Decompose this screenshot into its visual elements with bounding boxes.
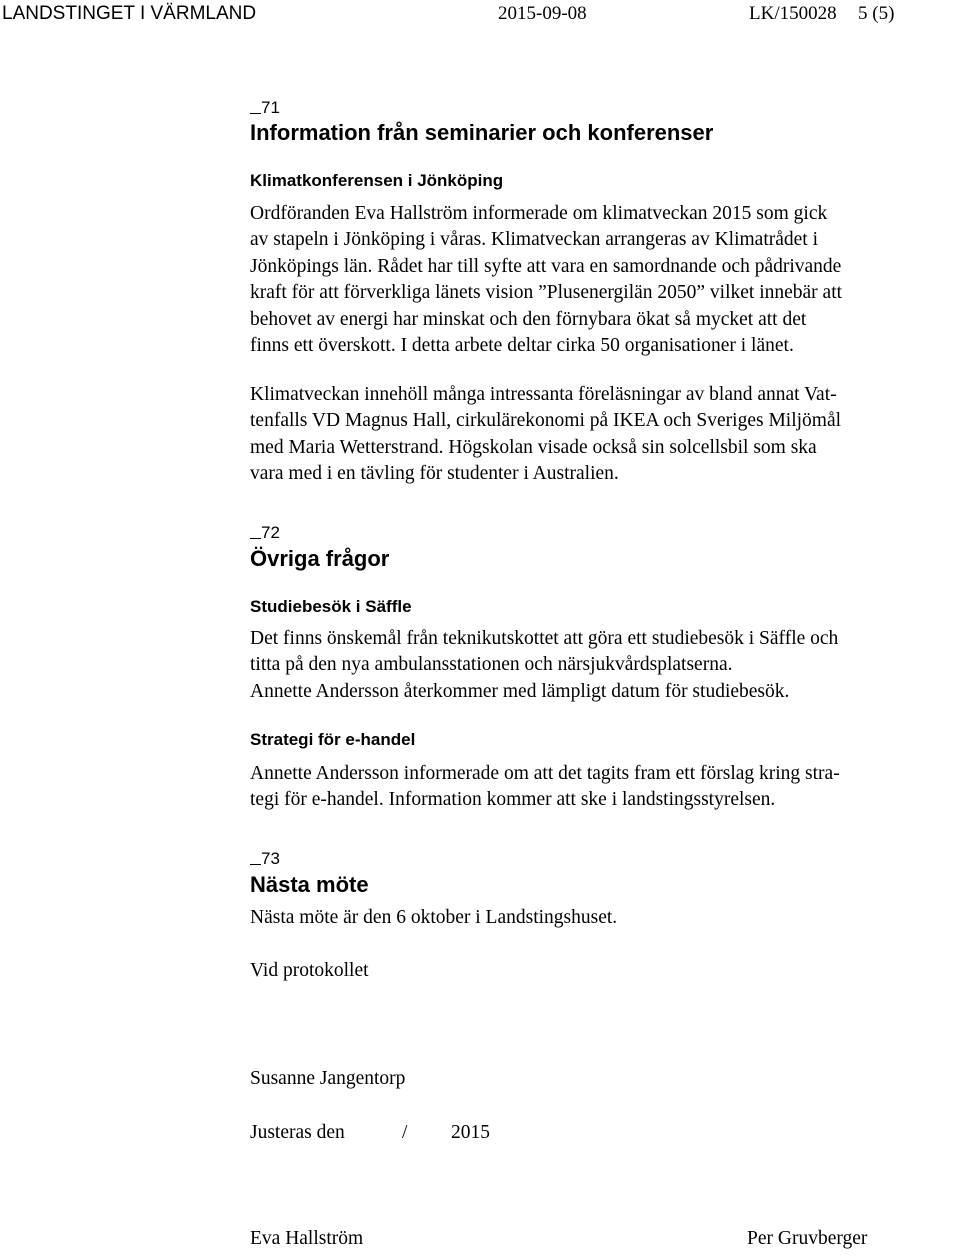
text-line: behovet av energi har minskat och den förnybara ökat så mycket att det: [250, 308, 807, 330]
text-line: Annette Andersson återkommer med lämpligt datum för studiebesök.: [250, 680, 790, 702]
adjusted-separator: /: [402, 1122, 408, 1143]
text-line: tegi för e-handel. Information kommer att ske i landstingsstyrelsen.: [250, 789, 776, 811]
secretary-name: Susanne Jangentorp: [250, 1068, 406, 1089]
adjusted-label: Justeras den: [250, 1122, 345, 1143]
signer-left: Eva Hallström: [250, 1228, 364, 1249]
text-line: vara med i en tävling för studenter i Australien.: [250, 463, 619, 485]
paragraph-klimatveckan-2: [250, 382, 841, 488]
section-title-73: Nästa möte: [250, 872, 369, 897]
header-date: 2015-09-08: [498, 3, 587, 24]
section-title-72: Övriga frågor: [250, 546, 390, 571]
text-line: Annette Andersson informerade om att det tagits fram ett förslag kring stra-: [250, 763, 840, 784]
text-line: av stapeln i Jönköping i våras. Klimatveckan arrangeras av Klimatrådet i: [250, 229, 819, 251]
section-number-71: 71: [261, 98, 280, 117]
text-line: tenfalls VD Magnus Hall, cirkulärekonomi på IKEA och Sveriges Miljömål: [250, 410, 842, 432]
text-line: Ordföranden Eva Hallström informerade om klimatveckan 2015 som gick: [250, 203, 828, 224]
section-title-71: Information från seminarier och konferenser: [250, 120, 714, 145]
next-meeting-text: Nästa möte är den 6 oktober i Landstingshuset.: [250, 907, 618, 928]
section-number-72: 72: [261, 523, 280, 542]
paragraph-klimatveckan-1: [250, 201, 842, 359]
text-line: kraft för att förverkliga länets vision ”Plusenergilän 2050” vilket innebär att: [250, 282, 843, 304]
signer-right: Per Gruvberger: [747, 1228, 868, 1249]
minutes-label: Vid protokollet: [250, 960, 369, 981]
subheading-e-handel: Strategi för e-handel: [250, 730, 416, 749]
text-line: Jönköpings län. Rådet har till syfte att vara en samordnande och pådrivande: [250, 255, 842, 277]
text-line: finns ett överskott. I detta arbete deltar cirka 50 organisationer i länet.: [250, 335, 794, 357]
section-number-73: 73: [261, 849, 280, 868]
paragraph-e-handel: [250, 761, 840, 814]
header-page: 5 (5): [858, 3, 895, 24]
text-line: med Maria Wetterstrand. Högskolan visade också sin solcellsbil som ska: [250, 436, 817, 458]
text-line: Det finns önskemål från teknikutskottet att göra ett studiebesök i Säffle och: [250, 628, 839, 649]
subheading-studiebesok: Studiebesök i Säffle: [250, 597, 412, 616]
adjusted-year: 2015: [451, 1122, 490, 1143]
paragraph-studiebesok: [250, 626, 838, 705]
header-reference: LK/150028: [749, 3, 837, 24]
header-organization: LANDSTINGET I VÄRMLAND: [2, 3, 257, 24]
subheading-klimatkonferensen: Klimatkonferensen i Jönköping: [250, 171, 504, 190]
text-line: Klimatveckan innehöll många intressanta föreläsningar av bland annat Vat-: [250, 384, 837, 405]
text-line: titta på den nya ambulansstationen och närsjukvårdsplatserna.: [250, 654, 733, 676]
